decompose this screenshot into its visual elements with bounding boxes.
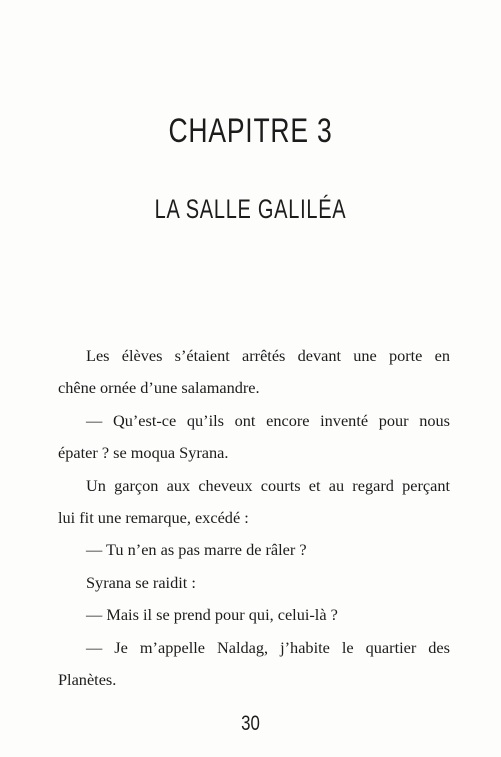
text-line: — Mais il se prend pour qui, celui-là ?: [86, 605, 338, 625]
text-line: épater ? se moqua Syrana.: [58, 443, 229, 463]
text-line: Un garçon aux cheveux courts et au regard perçant: [86, 475, 450, 495]
chapter-number: CHAPITRE 3: [168, 112, 333, 150]
text-line: — Tu n’en as pas marre de râler ?: [86, 540, 307, 560]
text-line: Syrana se raidit :: [86, 572, 196, 592]
text-line: — Je m’appelle Naldag, j’habite le quartier des: [86, 637, 450, 657]
chapter-title: LA SALLE GALILÉA: [154, 194, 347, 224]
text-line: lui fit une remarque, excédé :: [58, 508, 249, 528]
text-line: Les élèves s’étaient arrêtés devant une porte en: [86, 346, 450, 365]
text-line: Planètes.: [58, 670, 117, 690]
text-line: chêne ornée d’une salamandre.: [58, 378, 260, 398]
body-text: [58, 340, 450, 696]
text-line: — Qu’est-ce qu’ils ont encore inventé pour nous: [86, 410, 450, 430]
page-number: 30: [241, 712, 260, 735]
